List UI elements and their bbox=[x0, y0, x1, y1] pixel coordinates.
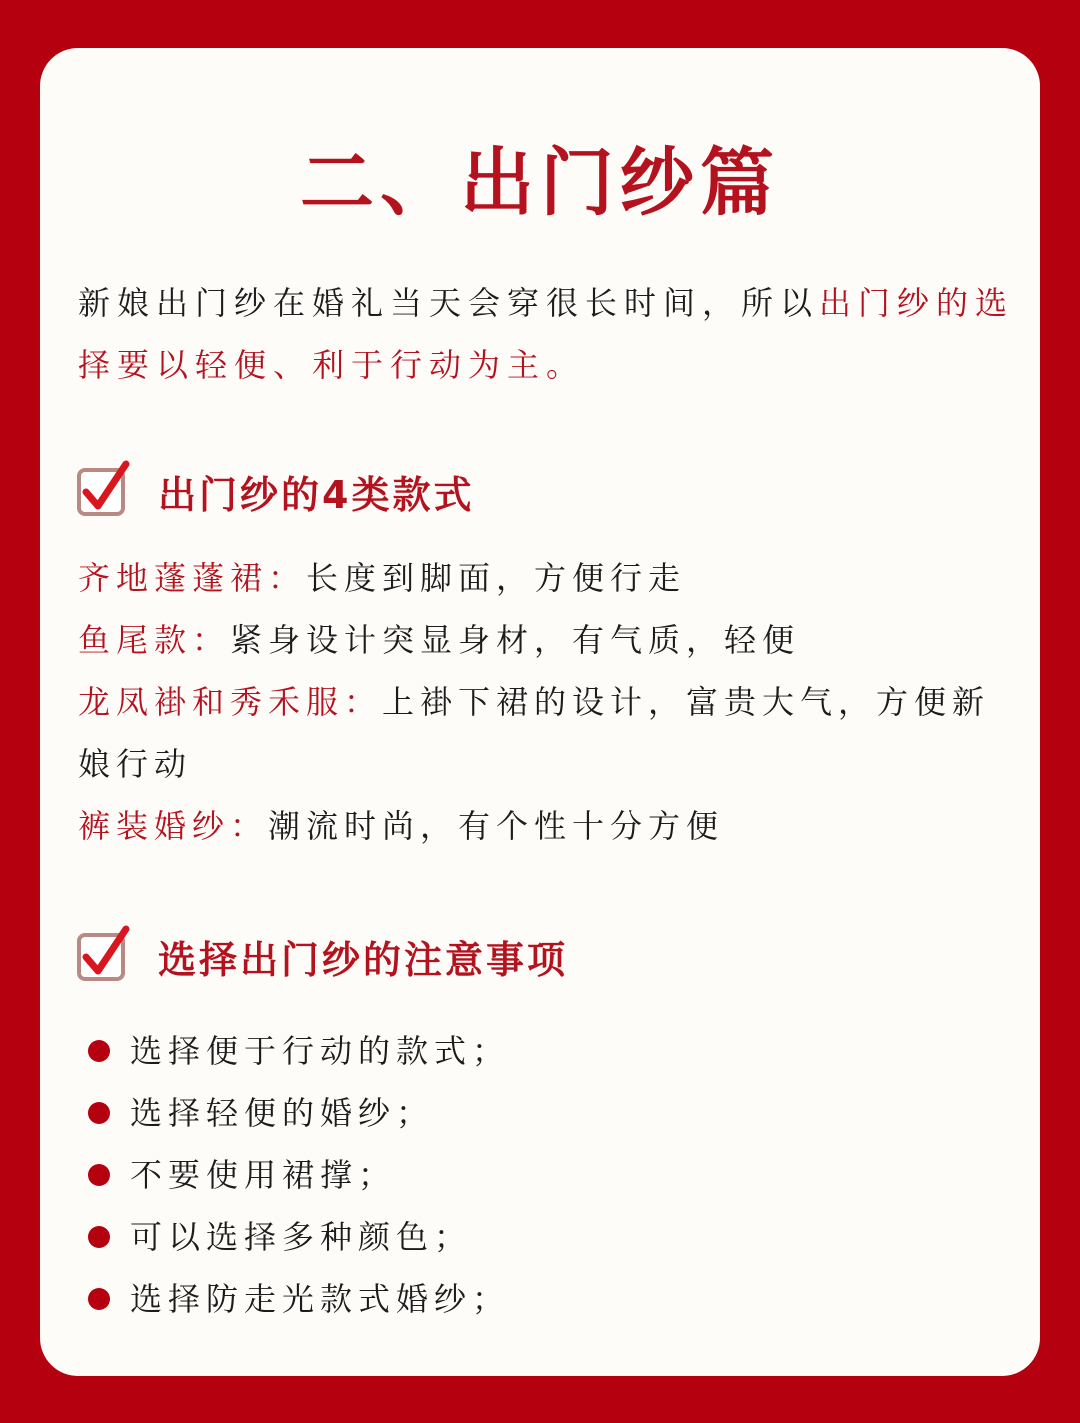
item-label: 齐地蓬蓬裙： bbox=[78, 559, 307, 597]
list-item bbox=[88, 1206, 988, 1268]
list-item bbox=[78, 547, 1018, 609]
item-desc: 潮流时尚，有个性十分方便 bbox=[268, 807, 725, 845]
list-item bbox=[88, 1082, 988, 1144]
red-dot-icon bbox=[88, 1164, 110, 1186]
section-styles-header bbox=[76, 461, 474, 521]
list-item bbox=[78, 795, 1018, 857]
red-dot-icon bbox=[88, 1040, 110, 1062]
styles-list bbox=[78, 547, 1018, 857]
red-dot-icon bbox=[88, 1102, 110, 1124]
list-item bbox=[88, 1144, 988, 1206]
intro-highlight: 出门纱的选择要以轻便、利于行动为主。 bbox=[78, 284, 1015, 384]
section-title: 出门纱的4类款式 bbox=[158, 472, 475, 517]
checked-box-icon bbox=[76, 466, 126, 516]
section-title: 选择出门纱的注意事项 bbox=[158, 937, 569, 982]
list-item bbox=[78, 609, 1018, 671]
item-desc: 紧身设计突显身材，有气质，轻便 bbox=[230, 621, 801, 659]
notes-list bbox=[88, 1020, 988, 1330]
note-text: 选择防走光款式婚纱； bbox=[130, 1280, 511, 1318]
note-text: 选择便于行动的款式； bbox=[130, 1032, 511, 1070]
section-notes-header bbox=[76, 926, 568, 986]
list-item bbox=[78, 671, 1018, 795]
item-desc: 上褂下裙的设计，富贵大气，方便新娘行动 bbox=[78, 683, 991, 783]
note-text: 可以选择多种颜色； bbox=[130, 1218, 473, 1256]
list-item bbox=[88, 1268, 988, 1330]
item-label: 裤装婚纱： bbox=[78, 807, 269, 845]
note-text: 不要使用裙撑； bbox=[130, 1156, 397, 1194]
checked-box-icon bbox=[76, 931, 126, 981]
intro-text: 新娘出门纱在婚礼当天会穿很长时间，所以 bbox=[78, 284, 820, 322]
note-text: 选择轻便的婚纱； bbox=[130, 1094, 435, 1132]
red-dot-icon bbox=[88, 1226, 110, 1248]
page-title: 二、出门纱篇 bbox=[300, 140, 780, 226]
item-label: 龙凤褂和秀禾服： bbox=[78, 683, 383, 721]
item-desc: 长度到脚面，方便行走 bbox=[306, 559, 687, 597]
intro-paragraph bbox=[78, 272, 1018, 396]
red-dot-icon bbox=[88, 1288, 110, 1310]
item-label: 鱼尾款： bbox=[78, 621, 231, 659]
list-item bbox=[88, 1020, 988, 1082]
